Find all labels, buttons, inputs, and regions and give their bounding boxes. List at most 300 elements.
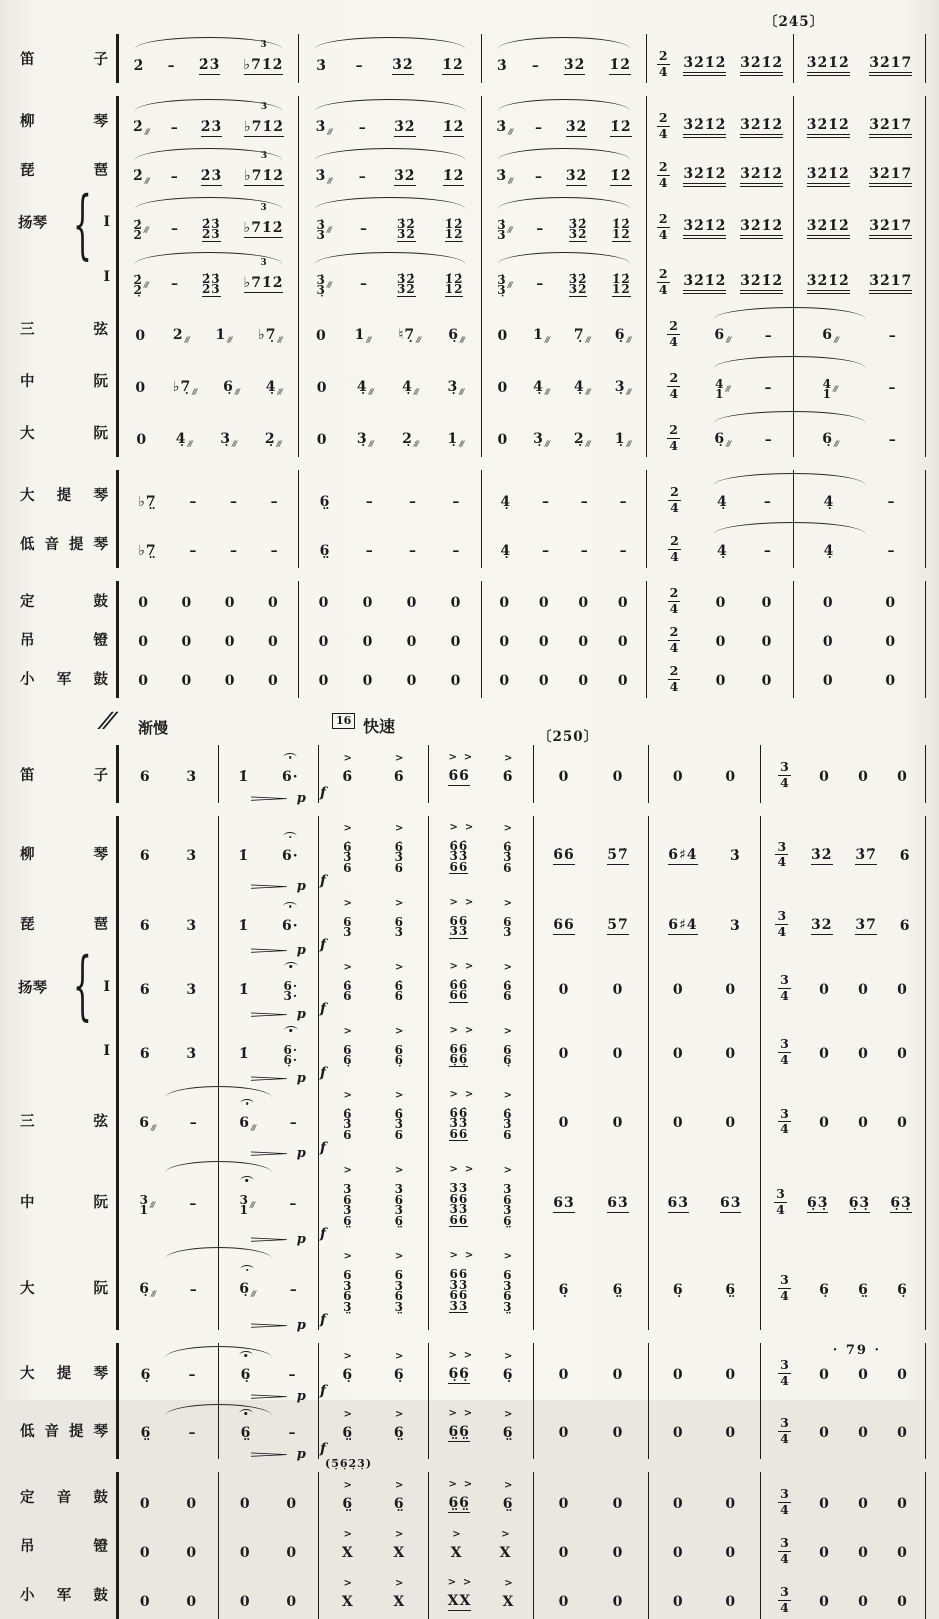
note-token: 0 [538,672,550,689]
note-group [220,428,236,448]
note-group [140,845,151,864]
note-group [824,540,835,559]
note-token: 4̣ [573,379,585,395]
measure [534,745,649,803]
note-token: – [763,493,772,510]
note-token: 0 [858,1424,869,1441]
note-token: 0 [761,594,773,611]
measure [649,1244,761,1330]
measure [299,145,482,194]
note-group [819,979,830,998]
note-group [858,1364,869,1383]
measure [119,249,299,304]
note-group [668,914,697,935]
note-token: 0 [224,594,236,611]
note-group [244,101,284,137]
measure [119,1343,219,1401]
note-token: 0 [761,633,773,650]
note-token: 0 [538,594,550,611]
fast-tempo-label: 快速 [363,717,396,736]
measure [534,955,649,1019]
note-token: 0 [897,1045,908,1062]
note-token: 0 [819,1424,830,1441]
note-token: 0 [406,594,418,611]
dynamic-forte: f [320,1441,327,1457]
note-token: 0 [450,594,462,611]
instrument-label: 柳 琴 [20,846,108,863]
tremolo-icon: /// [187,440,192,448]
measure [319,1158,429,1244]
note-group [612,213,631,242]
measure [482,304,647,353]
accent-mark: > [343,1350,352,1362]
note-group [889,429,897,448]
note-group [449,1250,474,1313]
diminuendo-hairpin: > p [244,943,306,958]
note-token: 0 [318,594,330,611]
tremolo-icon: /// [326,225,331,234]
measure [534,1244,649,1330]
measure [299,194,482,249]
note-token: 0 [858,1115,869,1131]
instrument-row [16,581,939,620]
note-group [394,116,415,137]
tremolo-icon: /// [277,388,282,396]
note-token: – [289,1115,298,1131]
accent-mark: > > [449,1250,474,1261]
note-group [607,844,628,865]
measure [761,816,926,891]
accent-mark: > [504,1577,513,1589]
note-token: 0 [558,1366,570,1383]
measure [794,408,926,457]
note-token: 0 [558,981,570,998]
measure [761,745,926,803]
fermata-icon [239,1409,252,1417]
tremolo-icon: /// [326,280,331,289]
note-group [618,592,629,611]
measure [482,34,647,83]
measure [119,1472,219,1521]
note-group [819,1364,830,1383]
measure [299,620,482,659]
note-token: 0 [558,768,570,785]
measure-strip [116,1570,926,1619]
note-group [714,428,730,448]
note-token: XX [447,1592,472,1609]
note-group [539,592,550,611]
instrument-row [16,1570,939,1619]
note-token: 0 [819,1593,830,1610]
tremolo-icon: /// [585,388,590,396]
note-token: 3 [186,917,198,934]
note-group [613,1422,624,1441]
instrument-row [16,943,939,1031]
note-token: 3̇ [316,57,328,74]
slur-arc [714,411,794,423]
chord-stack: 6̇6̇ 66 [449,977,469,1002]
note-group [683,114,726,138]
note-group [186,845,197,864]
measure-strip [116,955,926,1022]
note-token: 3̣ [614,379,626,395]
note-token: 0 [725,1495,737,1512]
accent-mark: > [503,897,513,909]
note-token: 3̇2̇1̇2̇ [683,219,726,239]
note-token: 2̇3̇ [200,118,223,135]
note-group [885,670,896,689]
note-group [564,54,585,75]
instrument-label: 大 阮 [20,425,108,442]
note-token: – [270,542,279,559]
dynamic-forte: f [320,873,327,889]
note-token: 1̇2̇ [609,56,631,73]
note-token: 37 [855,916,877,933]
instrument-row [16,1457,939,1521]
tremolo-icon: /// [366,336,371,344]
measure [219,1472,319,1521]
note-group [535,117,543,136]
note-group [451,670,462,689]
chord-stack: 3̇2̇ 32 [397,216,416,241]
note-group [819,1591,830,1610]
measure [534,1083,649,1158]
measure [482,470,647,519]
note-token: 1̇ [238,917,250,934]
note-token: 6 [822,327,834,343]
note-group [824,491,835,510]
accent-mark: > > [449,1088,474,1100]
note-group [133,165,149,185]
instrument-group-block [16,745,939,806]
note-token: 6· [281,848,299,864]
dynamic-forte: f [320,1140,327,1156]
slur-arc [714,356,794,368]
note-group [823,670,834,689]
note-token: – [535,119,544,136]
note-group [559,979,570,998]
measure [429,955,534,1019]
chord-stack: 3̇2̇ 32 [568,271,588,296]
note-token: ♭7̤ [138,542,157,559]
measure [794,194,926,249]
instrument-row [16,34,939,83]
note-group [230,540,238,559]
chord-stack: 6̇ 3̇ 6 [503,1106,513,1142]
time-signature: 2 4 [670,484,679,515]
note-group [858,1422,869,1441]
note-token: 63 [553,1194,575,1211]
tremolo-icon: /// [626,440,631,448]
note-token: 3̇2̇17 [869,274,912,294]
accent-mark: > [503,822,513,834]
note-token: 0 [268,633,279,650]
note-token: 0 [725,1366,737,1383]
measure [649,1083,761,1158]
measure [319,1244,429,1330]
accent-mark: > [343,822,352,834]
note-token: 6̣ [558,1281,570,1298]
accent-mark: > > [449,1164,474,1175]
note-group [138,631,149,650]
measure [219,1401,319,1462]
instrument-label: 三 弦 [20,321,108,338]
note-token: – [230,542,238,559]
note-group [138,540,156,559]
note-group [189,1193,197,1212]
chord-stack: 3̇2̇ 32 [568,216,588,241]
note-token: 0 [612,981,624,998]
note-group [502,1408,514,1441]
yangqin-part-numeral: I [103,213,110,230]
measure [534,1343,649,1401]
note-token: – [580,493,589,510]
accent-mark: > [395,1479,404,1491]
time-signature: 3 4 [780,1486,789,1517]
slur-arc [498,197,630,209]
time-signature: 2 4 [658,48,668,79]
chord-stack: 6̇ 3̇ 6 [343,839,353,875]
accent-mark: > [452,1528,461,1540]
note-group [448,1407,473,1442]
note-token: 0 [139,1495,151,1512]
note-group [343,1251,353,1314]
instrument-row [16,1401,939,1462]
note-group [819,766,830,785]
note-token: 0 [315,327,327,344]
note-token: 1̇2̇ [610,118,632,135]
dynamic-piano: p [296,1232,306,1247]
note-token: 0 [136,431,148,448]
note-token: 6̣ [342,1366,354,1383]
measure [482,96,647,145]
note-token: 0 [715,594,727,611]
note-group [542,491,550,510]
instrument-row [16,891,939,958]
tuplet-number: 3 [260,101,268,112]
note-group [502,752,514,785]
note-token: 6̣ [502,1366,514,1383]
note-token: 6 [139,917,151,934]
note-group [673,979,684,998]
measure [219,1570,319,1619]
note-token: – [887,493,896,510]
tremolo-icon: /// [459,388,464,396]
measure [119,96,299,145]
note-token: 1 [533,327,544,343]
note-token: 3̇2̇1̇2̇ [740,118,783,138]
note-token: 6̤6̤ [448,1423,470,1440]
note-group [394,165,415,186]
note-token: 0 [897,1593,908,1610]
tremolo-icon: /// [151,1123,156,1132]
diminuendo-hairpin: > p [244,1146,306,1161]
chord-stack: 4 1 [822,376,832,401]
note-group [887,491,895,510]
note-group [725,766,736,785]
note-token: 6̣ [672,1281,684,1298]
note-token: X [393,1544,406,1561]
note-group [363,631,374,650]
note-group [186,1542,197,1561]
measure [647,304,794,353]
note-group [765,377,773,396]
measure [482,519,647,568]
note-group [581,491,589,510]
note-token: 0 [558,1045,570,1062]
tremolo-icon: /// [232,440,237,448]
measure [794,34,926,83]
note-group [238,915,249,934]
note-group [397,268,416,297]
note-token: 0 [450,633,462,650]
note-token: 6̤ [240,1424,252,1441]
measure [761,1472,926,1521]
note-token: 6 [139,768,151,785]
note-token: ♭71̇2̇ [244,118,284,135]
note-group [823,373,837,400]
accent-mark: > [503,752,513,764]
note-token: – [763,542,772,559]
chord-stack: 6̇ 6 [394,978,404,1003]
note-group [897,1112,908,1131]
slur-arc [498,148,630,160]
note-token: X [341,1593,354,1610]
note-group [497,214,511,241]
note-token: X [341,1544,354,1561]
note-group [897,1493,908,1512]
note-group [765,325,773,344]
note-token: 0 [672,1544,684,1561]
slur-arc [165,1161,219,1173]
measure [319,1457,429,1521]
note-group [885,592,896,611]
note-group [173,324,189,344]
dynamic-forte: f [320,1312,327,1328]
chord-stack: 3̇ 3 [497,217,507,242]
measure [119,816,219,891]
tremolo-icon: /// [251,1123,256,1132]
note-group [442,54,463,75]
note-token: – [289,1195,298,1212]
note-token: – [409,493,418,510]
note-token: 3̇ [496,119,508,135]
note-token: 0 [725,981,737,998]
note-group [139,1278,155,1298]
fermata-icon [241,1265,254,1273]
dynamic-piano: p [296,943,306,958]
note-group [445,213,464,242]
note-token: 0 [725,1045,737,1062]
note-group [343,1165,353,1228]
note-token: 0 [819,1366,830,1383]
tremolo-icon: /// [192,388,197,396]
note-group [186,915,197,934]
diminuendo-hairpin: > p [244,1318,306,1333]
slur-arc [315,252,465,264]
accent-mark: > > [449,960,474,972]
note-token: 0 [897,1115,908,1131]
note-token: 6̣ [819,1281,830,1298]
note-group [243,202,284,238]
measure [119,620,299,659]
note-token: 3̇2̇17 [869,167,912,187]
note-token: 6̣ [139,1281,151,1297]
note-token: 1̣ [614,431,626,447]
note-group [394,822,404,875]
accent-mark: > [343,1165,352,1176]
note-token: – [355,57,364,74]
measure [119,470,299,519]
note-group [716,670,727,689]
note-group [717,491,728,510]
note-group [286,1542,297,1561]
note-group [140,915,151,934]
note-group [503,897,513,939]
note-group [720,1192,741,1213]
note-token: 0 [362,594,374,611]
note-token: 0 [885,633,897,650]
tremolo-icon: /// [585,440,590,448]
note-group [393,1408,405,1441]
note-group [503,1251,513,1314]
note-group [497,325,508,344]
measure [482,581,647,620]
note-group [225,592,236,611]
note-group [288,1422,296,1441]
instrument-label: 中 阮 [20,1193,108,1211]
note-group [897,1279,908,1298]
note-group [140,1189,154,1216]
note-token: 3̇ [315,119,327,135]
accent-mark: > [501,1528,510,1540]
time-signature: 3 4 [780,1036,789,1067]
note-token: 3̇2̇ [565,118,588,135]
tremolo-icon: /// [416,336,421,344]
note-token: – [358,168,367,185]
chord-stack: 1̇2̇ 12 [444,216,464,241]
measure [761,1401,926,1459]
note-group [394,1089,404,1142]
note-token: 4̣ [175,431,187,447]
chord-stack: 2̇3̇ 23 [201,271,221,296]
note-group [499,631,510,650]
note-token: 0 [362,672,374,689]
note-group [407,631,418,650]
tremolo-icon: /// [250,1200,255,1209]
note-group [359,117,367,136]
measure [647,249,794,304]
note-group [134,269,148,296]
note-group [613,766,624,785]
note-token: 3 [729,917,741,934]
measure [119,145,299,194]
note-group [316,116,332,136]
note-token: 6̣ [140,1366,152,1383]
accent-mark: > [343,897,352,909]
accent-mark: > [343,1577,352,1589]
measure-strip [116,1343,926,1404]
instrument-row [16,620,939,659]
note-group [725,1364,736,1383]
note-group [559,1542,570,1561]
accent-mark: > [503,961,513,973]
note-group [762,592,773,611]
rehearsal-box-16: 16 [332,713,355,729]
slur-arc [714,522,794,534]
note-group [725,1493,736,1512]
measure [794,249,926,304]
